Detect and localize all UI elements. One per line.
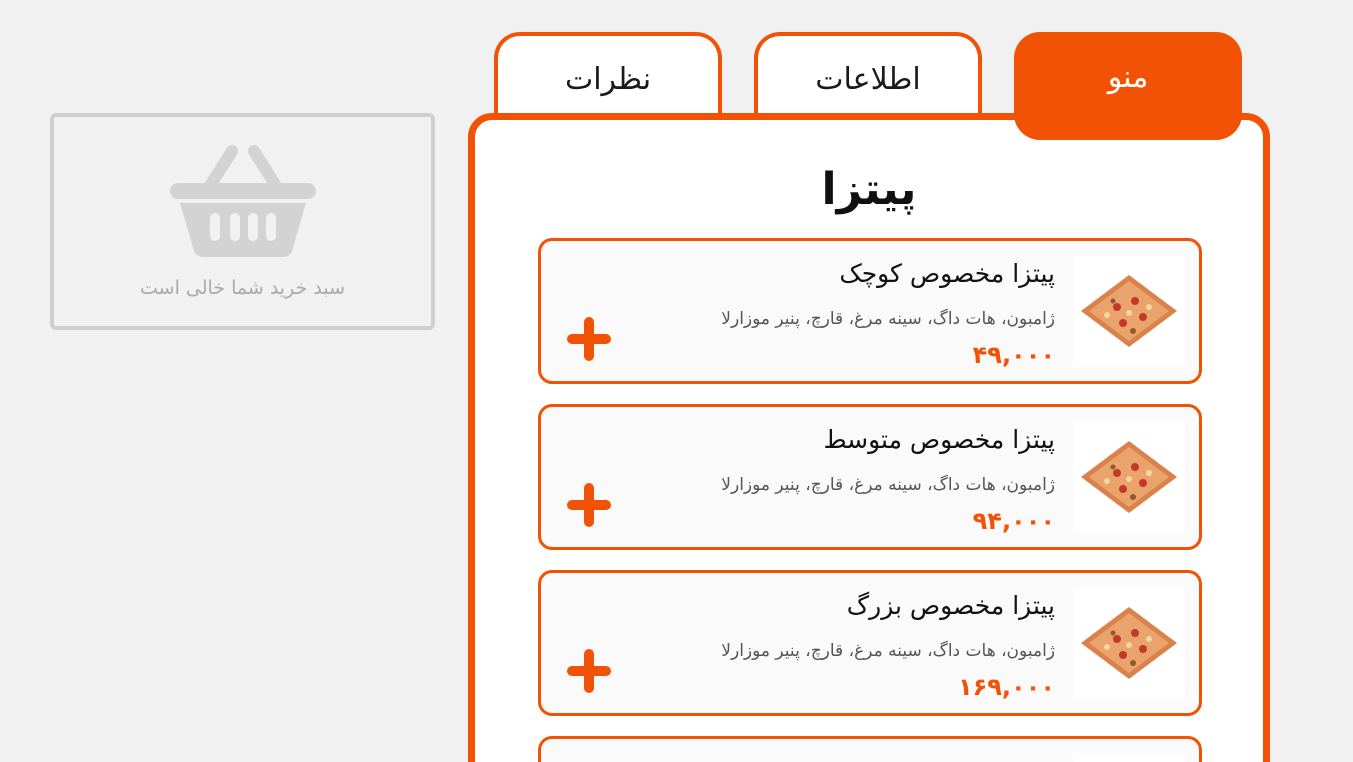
tab-comments[interactable] xyxy=(494,32,722,118)
menu-item-card xyxy=(538,570,1202,716)
tab-info[interactable] xyxy=(754,32,982,118)
item-description: ژامبون، هات داگ، سینه مرغ، قارچ، پنیر موزارلا xyxy=(721,475,1055,495)
add-to-cart-button[interactable] xyxy=(565,481,613,529)
item-name: پیتزا مخصوص متوسط xyxy=(823,425,1055,454)
item-description: ژامبون، هات داگ، سینه مرغ، قارچ، پنیر موزارلا xyxy=(721,309,1055,329)
item-name: پیتزا مخصوص کوچک xyxy=(839,259,1055,288)
plus-icon xyxy=(565,481,613,529)
pizza-icon xyxy=(1073,421,1185,533)
pizza-icon xyxy=(1073,587,1185,699)
tab-info-label: اطلاعات xyxy=(815,62,921,97)
menu-item-card xyxy=(538,238,1202,384)
tab-menu-label: منو xyxy=(1107,60,1149,95)
tab-menu[interactable] xyxy=(1014,32,1242,140)
tab-comments-label: نظرات xyxy=(564,62,652,97)
menu-panel xyxy=(468,113,1270,762)
menu-item-card xyxy=(538,736,1202,762)
cart-empty-message: سبد خرید شما خالی است xyxy=(140,277,345,299)
item-description: ژامبون، هات داگ، سینه مرغ، قارچ، پنیر موزارلا xyxy=(721,641,1055,661)
item-price: ۹۴,۰۰۰ xyxy=(972,507,1055,535)
category-title: پیتزا xyxy=(821,164,917,215)
menu-item-card xyxy=(538,404,1202,550)
plus-icon xyxy=(565,647,613,695)
plus-icon xyxy=(565,315,613,363)
item-price: ۴۹,۰۰۰ xyxy=(972,341,1055,369)
item-name: پیتزا مخصوص بزرگ xyxy=(846,591,1055,620)
shopping-cart xyxy=(50,113,435,330)
item-price: ۱۶۹,۰۰۰ xyxy=(957,673,1055,701)
add-to-cart-button[interactable] xyxy=(565,647,613,695)
basket-icon xyxy=(170,141,316,261)
pizza-icon xyxy=(1073,753,1185,762)
add-to-cart-button[interactable] xyxy=(565,315,613,363)
pizza-icon xyxy=(1073,255,1185,367)
